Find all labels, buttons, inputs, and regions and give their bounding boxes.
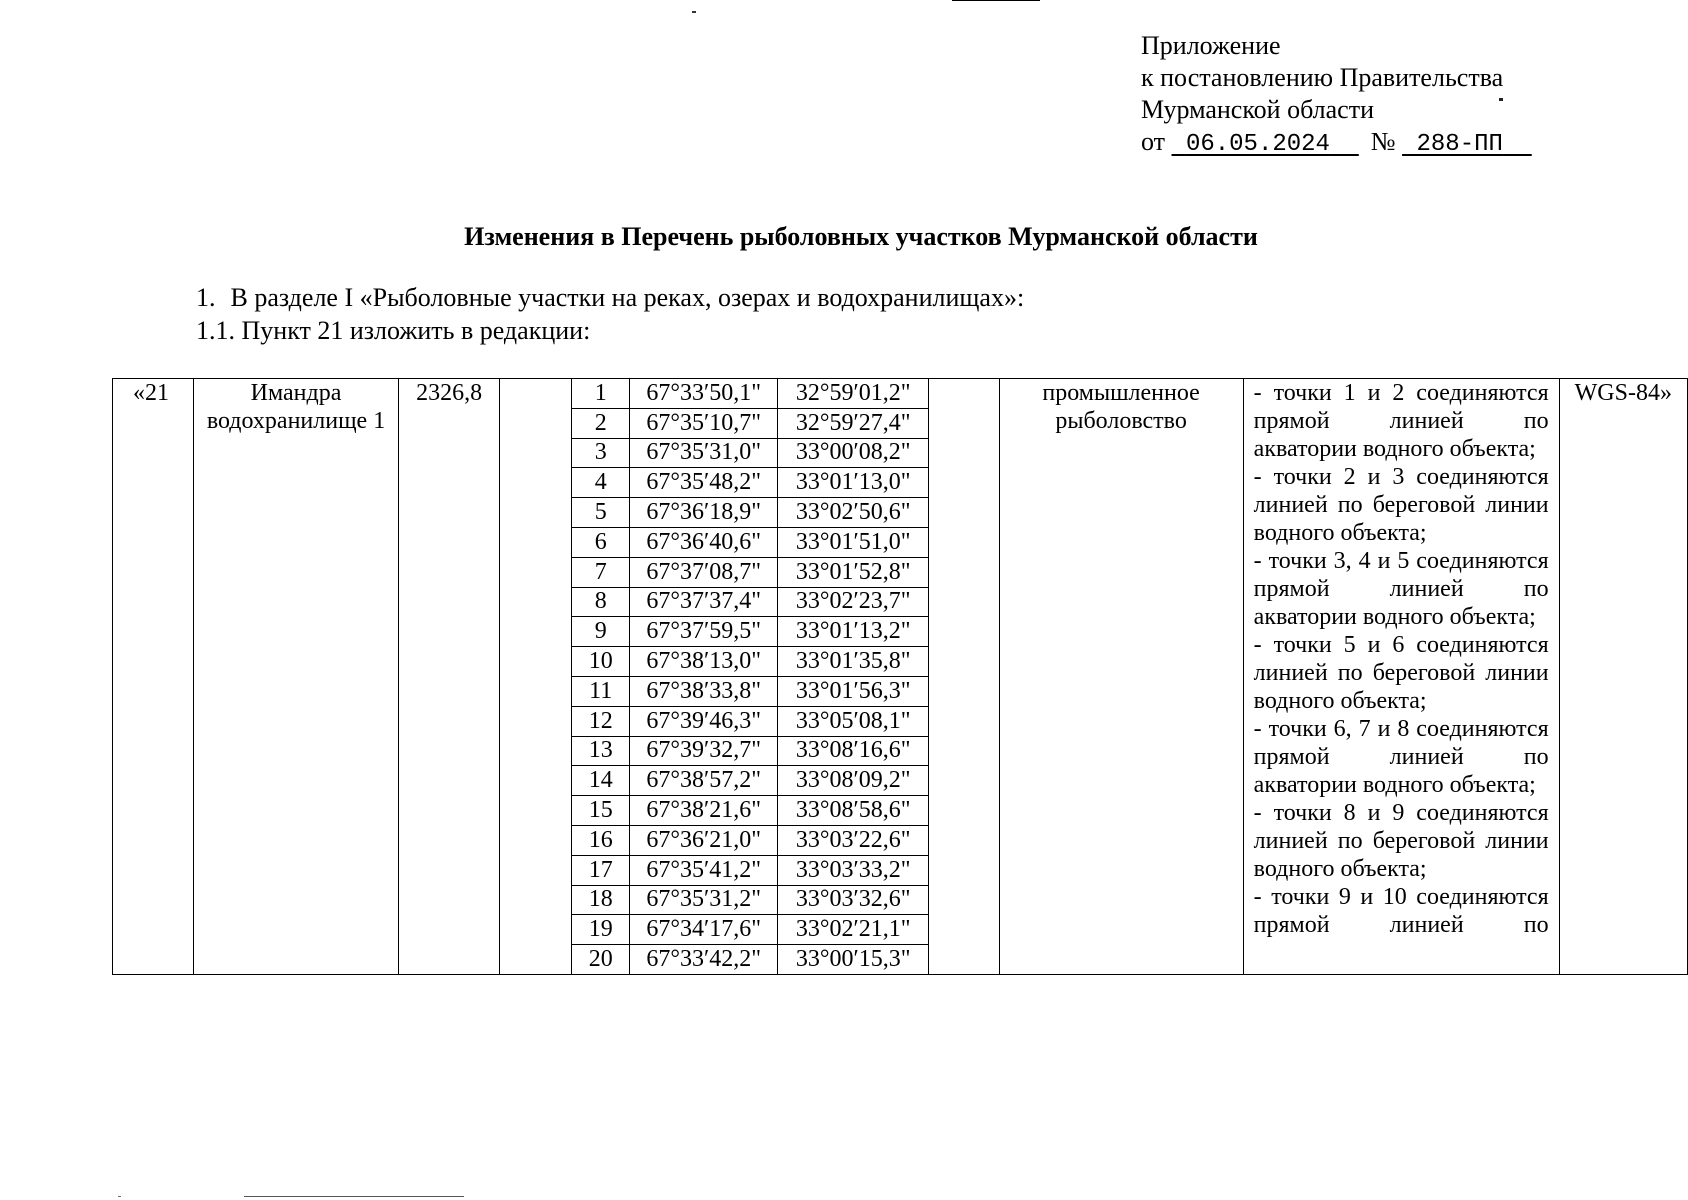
longitude: 32°59′27,4" (778, 408, 929, 438)
description-line: водного объекта; (1253, 856, 1427, 882)
point-number: 11 (572, 676, 630, 706)
latitude: 67°38′13,0" (630, 647, 778, 677)
coordinate-row (572, 647, 929, 677)
latitude: 67°36′40,6" (630, 527, 778, 557)
description-line: - точки 5 и 6 соединяются (1253, 632, 1549, 658)
document-date: 06.05.2024 (1185, 131, 1330, 158)
longitude: 33°03′33,2" (778, 855, 929, 885)
description-line: - точки 2 и 3 соединяются (1253, 464, 1549, 490)
latitude: 67°33′42,2" (630, 945, 778, 974)
description-line: водного объекта; (1253, 688, 1427, 714)
appendix-line-2: к постановлению Правительства (1141, 63, 1504, 92)
latitude: 67°35′41,2" (630, 855, 778, 885)
point-number: 10 (572, 647, 630, 677)
appendix-header (1141, 30, 1532, 161)
longitude: 33°01′13,0" (778, 468, 929, 498)
point-number: 12 (572, 706, 630, 736)
scan-artifact (118, 1196, 121, 1197)
coordinate-row (572, 379, 929, 408)
coordinate-row (572, 825, 929, 855)
description-line: прямой линией по (1253, 576, 1549, 602)
paragraph-number: 1. (196, 283, 216, 312)
longitude: 33°00′15,3" (778, 945, 929, 974)
longitude: 33°05′08,1" (778, 706, 929, 736)
latitude: 67°37′37,4" (630, 587, 778, 617)
coordinate-row (572, 557, 929, 587)
latitude: 67°38′33,8" (630, 676, 778, 706)
fishing-sites-table (112, 378, 1688, 975)
longitude: 33°01′35,8" (778, 647, 929, 677)
paragraph-1 (196, 283, 1024, 313)
description-line: прямой линией по (1253, 408, 1549, 434)
latitude: 67°35′10,7" (630, 408, 778, 438)
scan-artifact (692, 11, 696, 13)
point-number: 20 (572, 945, 630, 974)
point-number: 14 (572, 766, 630, 796)
coordinate-row (572, 796, 929, 826)
coordinate-row (572, 885, 929, 915)
site-name-cell: Имандра водохранилище 1 (193, 379, 399, 975)
latitude: 67°35′31,2" (630, 885, 778, 915)
latitude: 67°36′18,9" (630, 498, 778, 528)
coordinates-cell (572, 379, 999, 975)
coordinate-row (572, 945, 929, 974)
latitude: 67°37′59,5" (630, 617, 778, 647)
coordinate-row (572, 736, 929, 766)
longitude: 33°01′51,0" (778, 527, 929, 557)
point-number: 7 (572, 557, 630, 587)
coordinate-row (572, 676, 929, 706)
latitude: 67°37′08,7" (630, 557, 778, 587)
paragraph-2: 1.1. Пункт 21 изложить в редакции: (196, 316, 591, 345)
point-number: 1 (572, 379, 630, 408)
paragraph-text: В разделе I «Рыболовные участки на реках, озерах и водохранилищах»: (230, 283, 1025, 312)
point-number: 19 (572, 915, 630, 945)
longitude: 33°02′50,6" (778, 498, 929, 528)
description-line: акватории водного объекта; (1253, 436, 1536, 462)
coordinate-row (572, 408, 929, 438)
coordinate-row (572, 617, 929, 647)
description-line: - точки 8 и 9 соединяются (1253, 800, 1549, 826)
point-number: 3 (572, 438, 630, 468)
longitude: 33°01′52,8" (778, 557, 929, 587)
latitude: 67°35′48,2" (630, 468, 778, 498)
point-number: 2 (572, 408, 630, 438)
longitude: 33°03′32,6" (778, 885, 929, 915)
latitude: 67°36′21,0" (630, 825, 778, 855)
longitude: 33°02′21,1" (778, 915, 929, 945)
document-number: 288-ПП (1416, 131, 1503, 158)
longitude: 33°08′58,6" (778, 796, 929, 826)
scan-artifact (952, 0, 1040, 1)
coordinate-row (572, 527, 929, 557)
longitude: 33°00′08,2" (778, 438, 929, 468)
latitude: 67°35′31,0" (630, 438, 778, 468)
description-line: водного объекта; (1253, 520, 1427, 546)
point-number: 8 (572, 587, 630, 617)
coordinate-row (572, 498, 929, 528)
item-number-cell: «21 (113, 379, 194, 975)
description-line: линией по береговой линии (1253, 828, 1549, 854)
coordinate-row (572, 915, 929, 945)
description-line: акватории водного объекта; (1253, 772, 1536, 798)
document-title: Изменения в Перечень рыболовных участков Мурманской области (464, 222, 1258, 251)
point-number: 13 (572, 736, 630, 766)
point-number: 6 (572, 527, 630, 557)
latitude: 67°34′17,6" (630, 915, 778, 945)
appendix-date-line (1141, 126, 1532, 161)
table-row (113, 379, 1688, 975)
description-line: прямой линией по (1253, 912, 1549, 938)
coordinate-row (572, 766, 929, 796)
description-line: прямой линией по (1253, 744, 1549, 770)
coordinates-table (572, 379, 929, 974)
description-line: - точки 1 и 2 соединяются (1253, 380, 1549, 406)
longitude: 33°01′56,3" (778, 676, 929, 706)
scan-artifact (244, 1196, 464, 1197)
longitude: 32°59′01,2" (778, 379, 929, 408)
description-line: линией по береговой линии (1253, 492, 1549, 518)
description-line: линией по береговой линии (1253, 660, 1549, 686)
purpose-cell: промышленное рыболовство (999, 379, 1243, 975)
boundary-description-cell (1243, 379, 1559, 975)
point-number: 18 (572, 885, 630, 915)
area-cell: 2326,8 (399, 379, 500, 975)
date-prefix: от (1141, 127, 1166, 156)
coordinate-row (572, 587, 929, 617)
latitude: 67°39′32,7" (630, 736, 778, 766)
point-number: 4 (572, 468, 630, 498)
appendix-line-3: Мурманской области (1141, 95, 1374, 124)
description-line: - точки 6, 7 и 8 соединяются (1253, 716, 1549, 742)
longitude: 33°03′22,6" (778, 825, 929, 855)
description-line: - точки 9 и 10 соединяются (1253, 884, 1549, 910)
point-number: 17 (572, 855, 630, 885)
coordinate-row (572, 706, 929, 736)
latitude: 67°39′46,3" (630, 706, 778, 736)
coordinate-system-cell: WGS-84» (1559, 379, 1687, 975)
number-prefix: № (1370, 127, 1396, 156)
longitude: 33°08′09,2" (778, 766, 929, 796)
coordinate-row (572, 438, 929, 468)
description-line: акватории водного объекта; (1253, 604, 1536, 630)
scan-artifact (1499, 98, 1503, 101)
coordinate-row (572, 468, 929, 498)
longitude: 33°08′16,6" (778, 736, 929, 766)
point-number: 15 (572, 796, 630, 826)
longitude: 33°01′13,2" (778, 617, 929, 647)
coordinate-row (572, 855, 929, 885)
description-line: - точки 3, 4 и 5 соединяются (1253, 548, 1549, 574)
latitude: 67°38′21,6" (630, 796, 778, 826)
latitude: 67°38′57,2" (630, 766, 778, 796)
latitude: 67°33′50,1" (630, 379, 778, 408)
empty-cell (499, 379, 571, 975)
point-number: 9 (572, 617, 630, 647)
appendix-line-1: Приложение (1141, 31, 1281, 60)
point-number: 16 (572, 825, 630, 855)
point-number: 5 (572, 498, 630, 528)
longitude: 33°02′23,7" (778, 587, 929, 617)
